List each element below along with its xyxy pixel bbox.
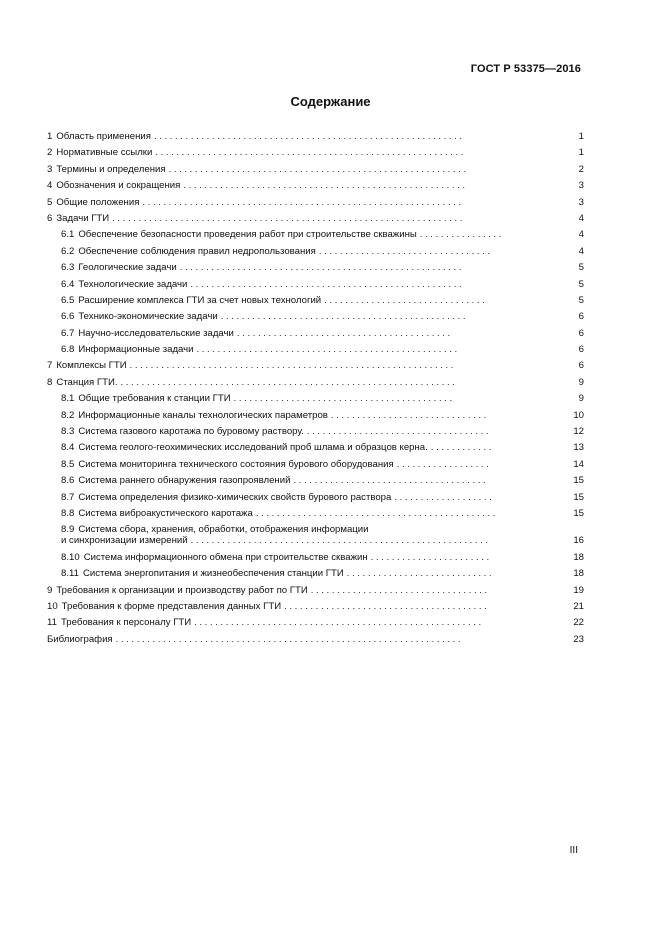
toc-entry-leader: ............................... — [324, 294, 488, 306]
toc-entry-leader: ......................................................... — [190, 535, 491, 547]
toc-entry-number: 6.4 — [61, 278, 75, 290]
toc-entry[interactable] — [47, 295, 584, 306]
toc-entry-title: Система сбора, хранения, обработки, отображения информации — [78, 524, 369, 536]
toc-entry-page: 6 — [578, 311, 584, 323]
toc-entry[interactable] — [47, 311, 584, 322]
toc-entry-number: 6.1 — [61, 229, 75, 241]
toc-entry[interactable] — [47, 164, 584, 175]
toc-entry-title: Расширение комплекса ГТИ за счет новых технологий — [78, 294, 322, 306]
toc-entry-number: 11 — [47, 617, 57, 629]
toc-entry-page: 1 — [578, 131, 584, 142]
toc-entry[interactable] — [47, 131, 584, 142]
toc-entry-number: 8.2 — [61, 409, 75, 421]
toc-entry[interactable] — [47, 508, 584, 519]
toc-entry[interactable] — [47, 246, 584, 257]
toc-entry-number: 6.8 — [61, 344, 75, 356]
toc-entry-page: 23 — [573, 633, 584, 645]
document-code: ГОСТ Р 53375—2016 — [470, 63, 581, 75]
toc-entry-title: Научно-исследовательские задачи — [78, 327, 234, 339]
toc-entry[interactable] — [47, 568, 584, 579]
toc-entry-number: 8.10 — [61, 551, 80, 563]
table-of-contents — [47, 131, 584, 650]
toc-entry-leader: ............................................................. — [142, 196, 464, 208]
toc-entry-number: 8.8 — [61, 507, 75, 519]
toc-entry-page: 10 — [573, 409, 584, 421]
toc-entry-leader: ............................ — [346, 568, 495, 580]
toc-entry-leader: ................ — [419, 229, 505, 241]
toc-entry-number: 8.9 — [61, 524, 75, 536]
page-title: Содержание — [290, 94, 371, 109]
toc-entry-number: 10 — [47, 600, 58, 612]
toc-entry-title: Технологические задачи — [78, 278, 188, 290]
toc-entry-title: Требования к организации и производству работ по ГТИ — [56, 584, 308, 596]
toc-entry-leader: ........................................................... — [155, 147, 467, 159]
toc-entry-page: 16 — [573, 535, 584, 547]
toc-entry-page: 4 — [578, 229, 584, 241]
toc-entry[interactable] — [47, 585, 584, 596]
toc-entry-title: Задачи ГТИ — [56, 212, 110, 224]
toc-entry-page: 1 — [578, 147, 584, 159]
toc-entry-page: 5 — [578, 294, 584, 306]
toc-entry-number: 1 — [47, 131, 53, 142]
toc-entry-number: 7 — [47, 360, 53, 372]
toc-entry-page: 18 — [573, 568, 584, 580]
toc-entry-leader: ................................... — [306, 426, 492, 438]
toc-entry-number: 3 — [47, 163, 53, 175]
toc-entry-page: 12 — [573, 426, 584, 438]
toc-entry-title: Библиография — [47, 633, 113, 645]
toc-entry[interactable] — [47, 344, 584, 355]
toc-entry-leader: ................................. — [318, 245, 493, 257]
toc-entry-leader: ................................................................... — [112, 212, 465, 224]
toc-entry-page: 3 — [578, 196, 584, 208]
toc-entry-page: 2 — [578, 163, 584, 175]
toc-entry-title: Требования к персоналу ГТИ — [60, 617, 192, 629]
toc-entry-leader: ...................................................... — [179, 262, 465, 274]
toc-entry-leader: ...................................................... — [183, 180, 468, 192]
toc-entry-leader: ............ — [430, 442, 494, 454]
toc-entry[interactable] — [47, 360, 584, 371]
toc-entry-title: Система геолого-геохимических исследований проб шлама и образцов керна. — [78, 442, 428, 454]
toc-entry-page: 22 — [573, 617, 584, 629]
toc-entry-leader: .................................................................. — [115, 633, 464, 645]
toc-entry-page: 6 — [578, 360, 584, 372]
toc-entry-number: 8.4 — [61, 442, 75, 454]
toc-entry-number: 6.3 — [61, 262, 75, 274]
toc-entry-page: 15 — [573, 475, 584, 487]
toc-entry-page: 9 — [578, 376, 584, 388]
toc-entry-number: 6.6 — [61, 311, 75, 323]
toc-entry-title: Комплексы ГТИ — [56, 360, 127, 372]
toc-entry[interactable] — [47, 229, 584, 240]
toc-entry-number: 4 — [47, 180, 53, 192]
toc-entry-number: 6.5 — [61, 294, 75, 306]
toc-entry-page: 6 — [578, 344, 584, 356]
toc-entry-leader: ................................................................ — [120, 376, 458, 388]
toc-entry-leader: .............................................................. — [129, 360, 457, 372]
toc-entry-leader: ....................... — [370, 551, 492, 563]
toc-entry-page: 9 — [578, 393, 584, 405]
toc-entry-page: 4 — [578, 245, 584, 257]
toc-entry-page: 14 — [573, 458, 584, 470]
toc-entry-page: 19 — [573, 584, 584, 596]
toc-entry[interactable] — [47, 524, 584, 546]
toc-entry-page: 13 — [573, 442, 584, 454]
toc-entry-title: Требования к форме представления данных ГТИ — [61, 600, 282, 612]
page-number: III — [569, 845, 578, 856]
toc-entry[interactable] — [47, 213, 584, 224]
toc-entry-page: 15 — [573, 491, 584, 503]
toc-entry-number: 5 — [47, 196, 53, 208]
toc-entry-title: Обеспечение соблюдения правил недропользования — [78, 245, 316, 257]
toc-entry-title: Технико-экономические задачи — [78, 311, 218, 323]
toc-entry-title: Система виброакустического каротажа — [78, 507, 253, 519]
toc-entry-page: 4 — [578, 212, 584, 224]
toc-entry-leader: ....................................... — [284, 600, 490, 612]
toc-entry-leader: .......................................... — [233, 393, 455, 405]
toc-entry-page: 21 — [573, 600, 584, 612]
toc-entry-title: Обозначения и сокращения — [56, 180, 181, 192]
toc-entry[interactable] — [47, 262, 584, 273]
toc-entry-number: 8.11 — [61, 568, 79, 580]
toc-entry-page: 3 — [578, 180, 584, 192]
toc-entry-page: 5 — [578, 278, 584, 290]
toc-entry[interactable] — [47, 377, 584, 388]
toc-entry-leader: ........................................................... — [153, 131, 465, 142]
toc-entry-leader: .................. — [396, 458, 492, 470]
toc-entry-title: Система определения физико-химических свойств бурового раствора — [78, 491, 392, 503]
toc-entry-number: 2 — [47, 147, 53, 159]
toc-entry-number: 8.1 — [61, 393, 75, 405]
toc-entry-title: Система газового каротажа по буровому раствору. — [78, 426, 304, 438]
toc-entry-title: Общие положения — [56, 196, 140, 208]
toc-entry-number: 8.3 — [61, 426, 75, 438]
toc-entry[interactable] — [47, 328, 584, 339]
toc-entry-title: Обеспечение безопасности проведения работ при строительстве скважины — [78, 229, 417, 241]
toc-entry-page: 15 — [573, 507, 584, 519]
toc-entry-title: Область применения — [56, 131, 151, 142]
toc-entry-title: Информационные задачи — [78, 344, 194, 356]
toc-entry-number: 8.6 — [61, 475, 75, 487]
toc-entry[interactable] — [47, 180, 584, 191]
toc-entry-title: Информационные каналы технологических параметров — [78, 409, 328, 421]
toc-entry-number: 8.7 — [61, 491, 75, 503]
toc-entry-leader: ......................................................... — [168, 163, 469, 175]
toc-entry-page: 6 — [578, 327, 584, 339]
toc-entry-number: 6.2 — [61, 245, 75, 257]
toc-entry-leader: .................................. — [310, 584, 490, 596]
toc-entry-leader: ....................................................... — [194, 617, 484, 629]
toc-entry[interactable] — [47, 197, 584, 208]
toc-entry-title: Система энергопитания и жизнеобеспечения станции ГТИ — [82, 568, 344, 580]
toc-entry-number: 6.7 — [61, 327, 75, 339]
toc-entry-title: Станция ГТИ. — [56, 376, 118, 388]
toc-entry-leader: ................... — [394, 491, 495, 503]
toc-entry-leader: .................................................... — [190, 278, 465, 290]
toc-entry-title: Система информационного обмена при строительстве скважин — [83, 551, 368, 563]
toc-entry[interactable] — [47, 634, 584, 645]
toc-entry-title: Система мониторинга технического состояния бурового оборудования — [78, 458, 394, 470]
toc-entry-title: Геологические задачи — [78, 262, 177, 274]
toc-entry-leader: .............................................. — [255, 507, 499, 519]
toc-entry-title: Термины и определения — [56, 163, 166, 175]
toc-entry-leader: ..................................... — [293, 475, 489, 487]
toc-entry-leader: .................................................. — [196, 344, 460, 356]
toc-entry[interactable] — [47, 279, 584, 290]
toc-entry[interactable] — [47, 617, 584, 628]
toc-entry-number: 8.5 — [61, 458, 75, 470]
toc-entry[interactable] — [47, 459, 584, 470]
toc-entry-number: 8 — [47, 376, 53, 388]
toc-entry-title: Нормативные ссылки — [56, 147, 153, 159]
toc-entry[interactable] — [47, 147, 584, 158]
toc-entry-page: 5 — [578, 262, 584, 274]
toc-entry[interactable] — [47, 410, 584, 421]
toc-entry-leader: ......................................... — [236, 327, 453, 339]
toc-entry-number: 9 — [47, 584, 53, 596]
toc-entry[interactable] — [47, 475, 584, 486]
toc-entry-title: Общие требования к станции ГТИ — [78, 393, 231, 405]
toc-entry[interactable] — [47, 601, 584, 612]
toc-entry[interactable] — [47, 442, 584, 453]
toc-entry-title-continued: и синхронизации измерений — [61, 535, 188, 547]
toc-entry-number: 6 — [47, 212, 53, 224]
toc-entry[interactable] — [47, 426, 584, 437]
toc-entry[interactable] — [47, 492, 584, 503]
toc-entry-page: 18 — [573, 551, 584, 563]
toc-entry[interactable] — [47, 393, 584, 404]
toc-entry[interactable] — [47, 552, 584, 563]
toc-entry-title: Система раннего обнаружения газопроявлений — [78, 475, 291, 487]
toc-entry-leader: ............................................... — [220, 311, 469, 323]
toc-entry-leader: .............................. — [330, 409, 489, 421]
